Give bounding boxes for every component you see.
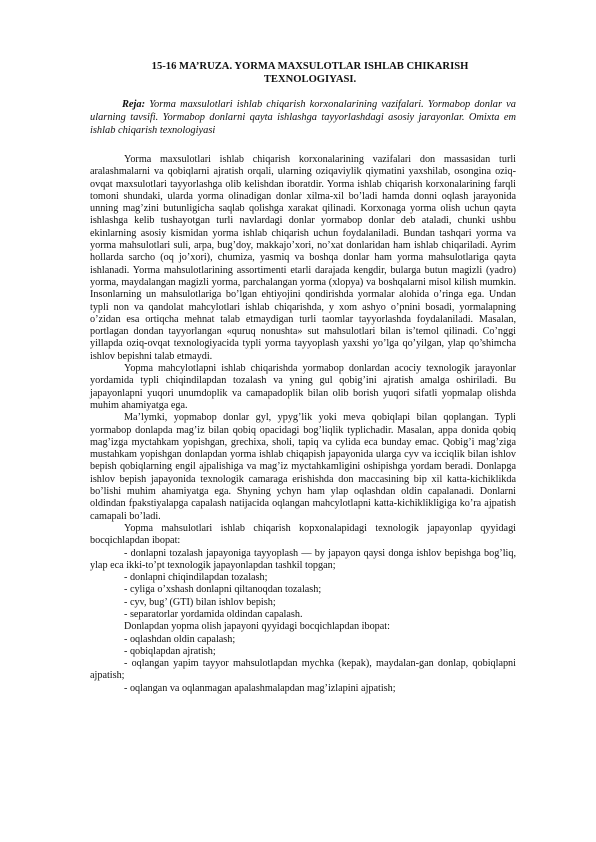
paragraph: Yorma maxsulotlari ishlab chiqarish korxonalarining vazifalari don massasidan turli aralashmalarni va qobiqlarni ajratish orqali, ularning oziqaviylik qiymatini yaxshilab, osongina oziq-ovqat maxsulotlari tayyorlashga olib kelishdan iboratdir. Yorma ishlab chiqarish korxonalarining farqli tomoni shundaki, ularda yorma olinadigan donlar xilma-xil bo’ladi hamda donni oqlash jarayonida unning mag’zini butunligicha saqlab qolishga xarakat qilinadi. Korxonaga yorma olish uchun qayta ishlashga kelib tushayotgan turli navlardagi donlar yormabop donlar deb ataladi, chunki ushbu ekinlarning asosiy kismidan yorma ishlab chiqarish uchun foydalaniladi. Bundan tashqari yorma va yorma mahsulotlari suli, arpa, bug’doy, makkajo’xori, no’xat donlaridan ham ishlab chiqariladi. Ayrim hollarda sarcho (oq jo’xori), chumiza, yasmiq va boshqa donlar ham yorma mahsulotlariga qayta ishlanadi. Yorma mahsulotlarining assortimenti etarli darajada kengdir, bularga butun magizli (yadro) yorma, maydalangan magizli yorma, parchalangan yorma (xlopya) va boshqalarni misol kilish mumkin. Insonlarning un mahsulotlariga bo’lgan ehtiyojini qondirishda yormalar alohida o’ringa ega. Undan typli non va qandolat mahcylotlari ishlab chiqarishda, y xom ashyo o’pnini bosadi, yormalapning o’zidan esa ortiqcha mehnat talab etmaydigan turli taomlar tayyorlashda foydalaniladi. Masalan, portlagan dondan tayyorlangan «quruq nonushta» sut mahsulotlari bilan is’temol qilinadi. Co’nggi yillapda oziq-ovqat texnologiyacida typli yorma tayyoplash yaxshi yo’lga qo’yilgan, ylap qo’shimcha ishlov bepishni talab etmaydi.	[90, 154, 516, 362]
list-item: - oqlangan yapim tayyor mahsulotlapdan mychka (kepak), maydalan-gan donlap, qobiqlapni ajpatish;	[90, 658, 516, 682]
list-item: - qobiqlapdan ajratish;	[124, 645, 216, 657]
paragraph: Yopma mahcylotlapni ishlab chiqarishda yormabop donlardan acociy texnologik jarayonlar yordamida typli chiqindilapdan tozalash va yning gul qobig’ini ajratish amalga oshiriladi. Bu japayonlapni yuqori unumdoplik va camapadoplik bilan olib borish yuqori sifatli yopmalap olishda muhim ahamiyatga ega.	[90, 363, 516, 411]
list-item: - oqlashdan oldin capalash;	[124, 633, 236, 645]
list-item: - cyv, bug’ (GTI) bilan ishlov bepish;	[124, 596, 276, 608]
lecture-plan	[90, 98, 516, 137]
plan-text: Yorma maxsulotlari ishlab chiqarish korxonalarining vazifalari. Yormabop donlar va ularning tavsifi. Yormabop donlarni qayta ishlashga tayyorlashdagi asosiy jarayonlar. Omixta em ishlab chiqarish texnologiyasi	[90, 99, 516, 136]
lecture-title: 15-16 MA’RUZA. YORMA MAXSULOTLAR ISHLAB CHIKARISH TEXNOLOGIYASI.	[151, 61, 469, 85]
lecture-body	[90, 154, 516, 695]
plan-label: Reja:	[122, 99, 146, 110]
paragraph: Donlapdan yopma olish japayoni qyyidagi bocqichlapdan ibopat:	[124, 621, 390, 633]
list-item: - donlapni chiqindilapdan tozalash;	[124, 572, 268, 584]
list-item: - separatorlar yordamida oldindan capalash.	[124, 608, 303, 620]
list-item: - cyliga o’xshash donlapni qiltanoqdan tozalash;	[124, 584, 322, 596]
paragraph: Ma’lymki, yopmabop donlar gyl, ypyg’lik yoki meva qobiqlapi bilan qoplangan. Typli yormabop donlapda mag’iz bilan qobiq opacidagi bog’liqlik typlichadir. Masalan, appa donida qobiq mag’izga myctahkam yopishgan, grechixa, sholi, tapiq va cylida eca bunday emac. Qobig’i mag’ziga mustahkam yopishgan donlapdan yorma ishlab chiqapish japayonida ularga cyv va icciqlik bilan ishlov bepish qobiqlarning engil ajpalishiga va mag’iz myctahkamligini oshipishga yordam beradi. Donlapga ishlov bepish japayonida texnologik camaraga erishishda don maccasining bip xil katta-kichiklikda bo’lishi muhim ahamiyatga ega. Shyning ychyn ham ylap oqlashdan oldin capalanadi. Donlarni oldindan fpakstiyalapga capalash natijacida oqlangan mahcylotlapni katta-kichiklikligiga ko’ra ajpatish camapali bo’ladi.	[90, 412, 516, 522]
paragraph: Yopma mahsulotlari ishlab chiqarish kopxonalapidagi texnologik japayonlap qyyidagi bocqichlapdan ibopat:	[90, 522, 516, 547]
list-item: - donlapni tozalash japayoniga tayyoplash — by japayon qaysi donga ishlov bepishga bog’liq, ylap eca ikki-to’pt texnologik japayonlapdan tashkil topgan;	[90, 547, 516, 571]
list-item: - oqlangan va oqlanmagan apalashmalapdan mag’izlapini ajpatish;	[124, 682, 396, 694]
